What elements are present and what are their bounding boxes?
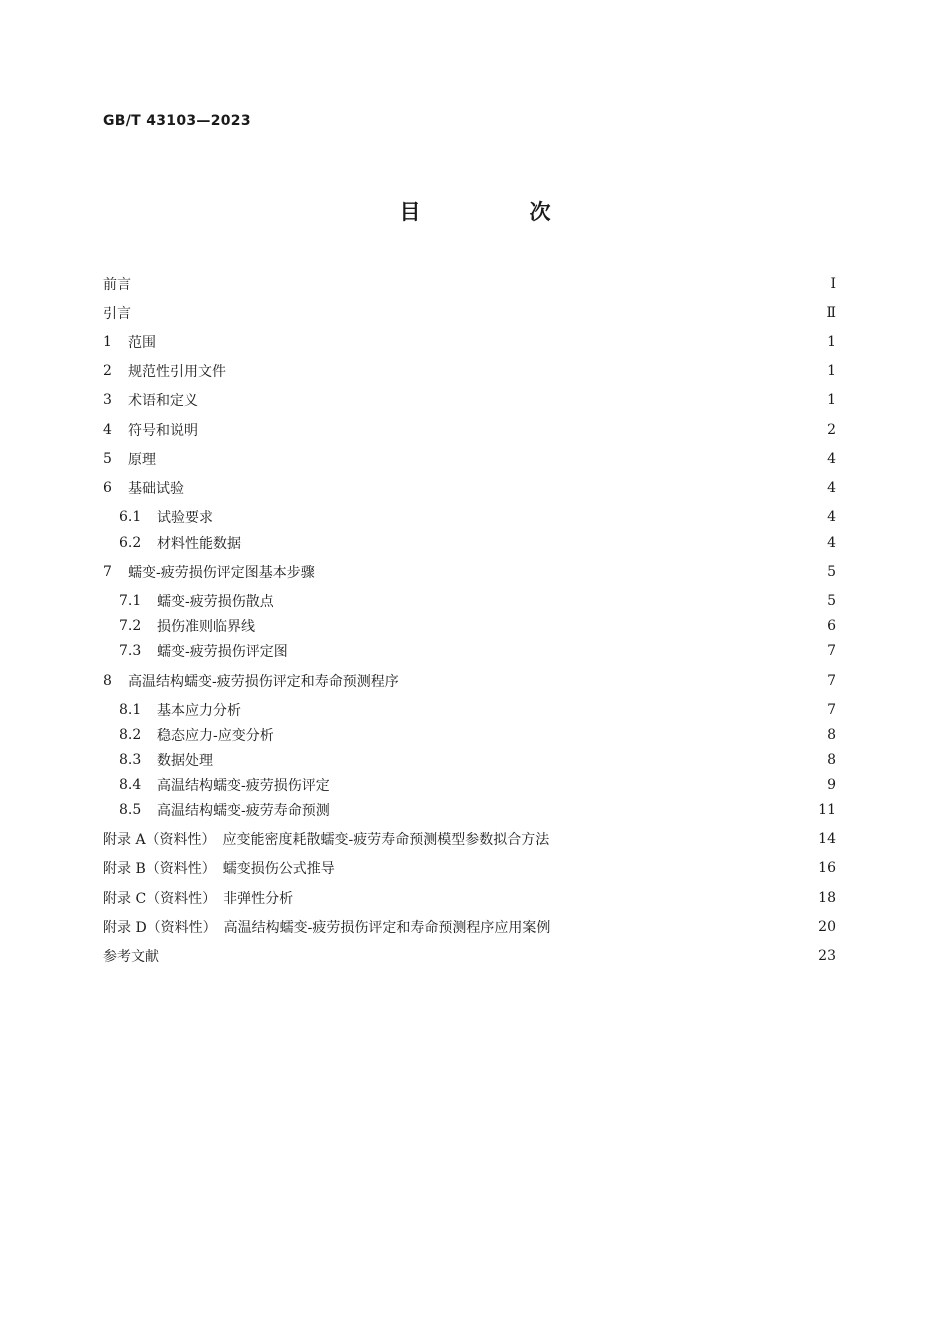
toc-entry-page: 9 [827, 777, 836, 793]
toc-entry-number: 8 [103, 673, 112, 689]
toc-leader-dots [299, 891, 812, 905]
toc-entry-label: 前言 [103, 277, 131, 293]
toc-entry[interactable] [103, 273, 836, 295]
toc-leader-dots [190, 481, 821, 495]
toc-entry-page: 1 [827, 392, 836, 408]
standard-code: GB/T 43103—2023 [103, 113, 251, 129]
toc-entry-page: 14 [818, 831, 836, 847]
toc-leader-dots [555, 832, 812, 846]
toc-entry[interactable] [119, 640, 836, 662]
toc-entry-page: 4 [827, 509, 836, 525]
toc-entry-label: 数据处理 [157, 753, 213, 769]
toc-entry-label: 稳态应力-应变分析 [157, 728, 274, 744]
toc-leader-dots [280, 728, 821, 742]
toc-entry-label: 附录 C（资料性） 非弹性分析 [103, 891, 294, 907]
toc-entry[interactable] [103, 360, 836, 382]
toc-entry[interactable] [119, 774, 836, 796]
toc-leader-dots [341, 861, 812, 875]
toc-entry-page: 8 [827, 752, 836, 768]
toc-entry-number: 7.1 [119, 593, 142, 609]
toc-leader-dots [336, 778, 821, 792]
toc-entry-number: 6.2 [119, 535, 142, 551]
toc-entry-label: 符号和说明 [128, 423, 198, 439]
toc-leader-dots [219, 510, 821, 524]
toc-entry-number: 8.1 [119, 702, 142, 718]
toc-entry-label: 试验要求 [157, 510, 213, 526]
toc-leader-dots [204, 423, 821, 437]
toc-leader-dots [336, 803, 812, 817]
toc-entry-page: 2 [827, 422, 836, 438]
toc-leader-dots [294, 644, 821, 658]
toc-entry-label: 高温结构蠕变-疲劳损伤评定和寿命预测程序 [128, 674, 399, 690]
toc-leader-dots [247, 536, 821, 550]
toc-leader-dots [137, 277, 822, 291]
toc-entry-number: 6.1 [119, 509, 142, 525]
toc-entry[interactable] [119, 699, 836, 721]
toc-entry-page: 7 [827, 673, 836, 689]
toc-entry-label: 材料性能数据 [157, 536, 241, 552]
toc-entry[interactable] [103, 857, 836, 879]
toc-entry-label: 规范性引用文件 [128, 364, 226, 380]
toc-entry-number: 5 [103, 451, 112, 467]
toc-entry[interactable] [103, 331, 836, 353]
toc-entry-label: 参考文献 [103, 949, 159, 965]
toc-entry-number: 8.5 [119, 802, 142, 818]
toc-entry-number: 4 [103, 422, 112, 438]
toc-leader-dots [165, 949, 812, 963]
toc-entry-label: 引言 [103, 306, 131, 322]
toc-entry-number: 8.2 [119, 727, 142, 743]
toc-entry-page: 7 [827, 643, 836, 659]
toc-leader-dots [321, 565, 821, 579]
toc-entry-page: 18 [818, 890, 836, 906]
toc-leader-dots [137, 306, 820, 320]
toc-entry[interactable] [103, 389, 836, 411]
toc-entry-label: 损伤准则临界线 [157, 619, 255, 635]
toc-entry[interactable] [119, 724, 836, 746]
toc-leader-dots [162, 452, 821, 466]
toc-entry-page: 4 [827, 480, 836, 496]
toc-entry[interactable] [103, 670, 836, 692]
toc-leader-dots [204, 393, 821, 407]
toc-entry[interactable] [103, 945, 836, 967]
toc-entry[interactable] [103, 448, 836, 470]
toc-entry[interactable] [119, 799, 836, 821]
toc-leader-dots [219, 753, 821, 767]
toc-leader-dots [162, 335, 821, 349]
toc-entry-number: 7 [103, 564, 112, 580]
toc-entry[interactable] [119, 749, 836, 771]
toc-entry-label: 高温结构蠕变-疲劳损伤评定 [157, 778, 330, 794]
toc-leader-dots [556, 920, 812, 934]
toc-entry-number: 7.3 [119, 643, 142, 659]
toc-entry-page: 1 [827, 363, 836, 379]
toc-leader-dots [247, 703, 821, 717]
toc-entry-label: 蠕变-疲劳损伤评定图基本步骤 [128, 565, 315, 581]
toc-entry-number: 6 [103, 480, 112, 496]
toc-entry-label: 附录 D（资料性） 高温结构蠕变-疲劳损伤评定和寿命预测程序应用案例 [103, 920, 551, 936]
toc-entry[interactable] [103, 916, 836, 938]
toc-entry-number: 1 [103, 334, 112, 350]
toc-leader-dots [232, 364, 821, 378]
toc-entry-number: 3 [103, 392, 112, 408]
toc-entry-page: Ⅱ [826, 305, 836, 321]
toc-entry-label: 范围 [128, 335, 156, 351]
toc-entry-number: 2 [103, 363, 112, 379]
toc-entry[interactable] [103, 477, 836, 499]
toc-leader-dots [261, 619, 821, 633]
toc-entry-page: 6 [827, 618, 836, 634]
toc-entry-label: 蠕变-疲劳损伤评定图 [157, 644, 288, 660]
toc-entry-page: 4 [827, 535, 836, 551]
toc-entry[interactable] [103, 887, 836, 909]
toc-entry[interactable] [119, 590, 836, 612]
toc-entry-label: 附录 B（资料性） 蠕变损伤公式推导 [103, 861, 335, 877]
toc-entry-label: 蠕变-疲劳损伤散点 [157, 594, 274, 610]
page-title: 目 次 [399, 200, 595, 224]
toc-entry-label: 附录 A（资料性） 应变能密度耗散蠕变-疲劳寿命预测模型参数拟合方法 [103, 832, 550, 848]
toc-entry-page: 16 [818, 860, 836, 876]
toc-entry-number: 8.3 [119, 752, 142, 768]
toc-entry-label: 基础试验 [128, 481, 184, 497]
toc-leader-dots [405, 674, 821, 688]
toc-entry-page: Ⅰ [830, 276, 836, 292]
toc-entry-page: 5 [827, 564, 836, 580]
toc-entry-label: 原理 [128, 452, 156, 468]
toc-entry[interactable] [119, 506, 836, 528]
toc-entry-page: 4 [827, 451, 836, 467]
toc-entry[interactable] [103, 302, 836, 324]
toc-entry-number: 8.4 [119, 777, 142, 793]
toc-entry-page: 5 [827, 593, 836, 609]
toc-entry-page: 7 [827, 702, 836, 718]
toc-entry[interactable] [103, 828, 836, 850]
toc-entry[interactable] [119, 532, 836, 554]
toc-entry-label: 高温结构蠕变-疲劳寿命预测 [157, 803, 330, 819]
toc-entry[interactable] [103, 419, 836, 441]
toc-entry-page: 1 [827, 334, 836, 350]
toc-entry-page: 8 [827, 727, 836, 743]
toc-entry-number: 7.2 [119, 618, 142, 634]
toc-entry-label: 术语和定义 [128, 393, 198, 409]
toc-entry-label: 基本应力分析 [157, 703, 241, 719]
toc-entry-page: 11 [818, 802, 836, 818]
toc-entry-page: 23 [818, 948, 836, 964]
toc-entry[interactable] [103, 561, 836, 583]
toc-entry[interactable] [119, 615, 836, 637]
toc-entry-page: 20 [818, 919, 836, 935]
toc-leader-dots [280, 594, 821, 608]
